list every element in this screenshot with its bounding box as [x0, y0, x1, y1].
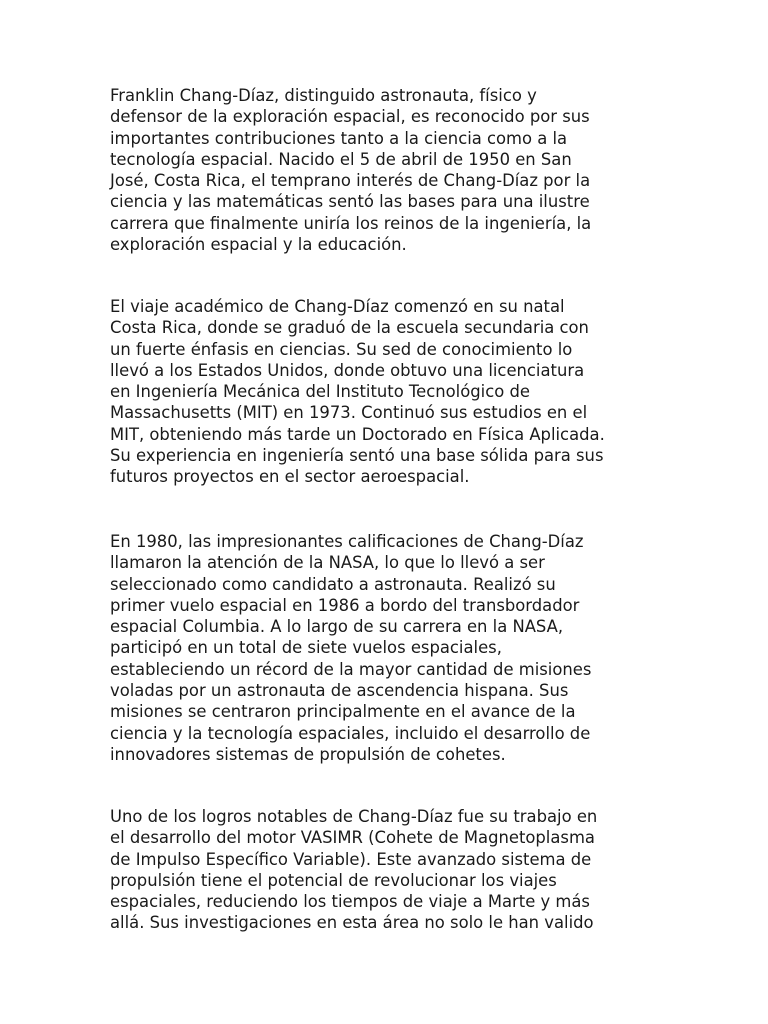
paragraph-nasa-career: En 1980, las impresionantes calificaciones de Chang-Díaz llamaron la atención de la NASA, lo que lo llevó a ser seleccionado como candidato a astronauta. Realizó su primer vuelo espacial en 1986 a bordo del transbordador espacial Columbia. A lo largo de su carrera en la NASA, participó en un total de siete vuelos espaciales, estableciendo un récord de la mayor cantidad de misiones voladas por un astronauta de ascendencia hispana. Sus misiones se centraron principalmente en el avance de la ciencia y la tecnología espaciales, incluido el desarrollo de innovadores sistemas de propulsión de cohetes. — [110, 532, 592, 764]
paragraph-biography-intro: Franklin Chang-Díaz, distinguido astronauta, físico y defensor de la exploración espacial, es reconocido por sus importantes contribuciones tanto a la ciencia como a la tecnología espacial. Nacido el 5 de abril de 1950 en San José, Costa Rica, el temprano interés de Chang-Díaz por la ciencia y las matemáticas sentó las bases para una ilustre carrera que finalmente uniría los reinos de la ingeniería, la exploración espacial y la educación. — [110, 86, 592, 255]
paragraph-vasimr-engine: Uno de los logros notables de Chang-Díaz fue su trabajo en el desarrollo del motor VASIMR (Cohete de Magnetoplasma de Impulso Específico Variable). Este avanzado sistema de propulsión tiene el potencial de revolucionar los viajes espaciales, reduciendo los tiempos de viaje a Marte y más allá. Sus investigaciones en esta área no solo le han valido — [110, 807, 598, 933]
paragraph-academic-journey: El viaje académico de Chang-Díaz comenzó en su natal Costa Rica, donde se graduó de la escuela secundaria con un fuerte énfasis en ciencias. Su sed de conocimiento lo llevó a los Estados Unidos, donde obtuvo una licenciatura en Ingeniería Mecánica del Instituto Tecnológico de Massachusetts (MIT) en 1973. Continuó sus estudios en el MIT, obteniendo más tarde un Doctorado en Física Aplicada. Su experiencia en ingeniería sentó una base sólida para sus futuros proyectos en el sector aeroespacial. — [110, 297, 605, 487]
